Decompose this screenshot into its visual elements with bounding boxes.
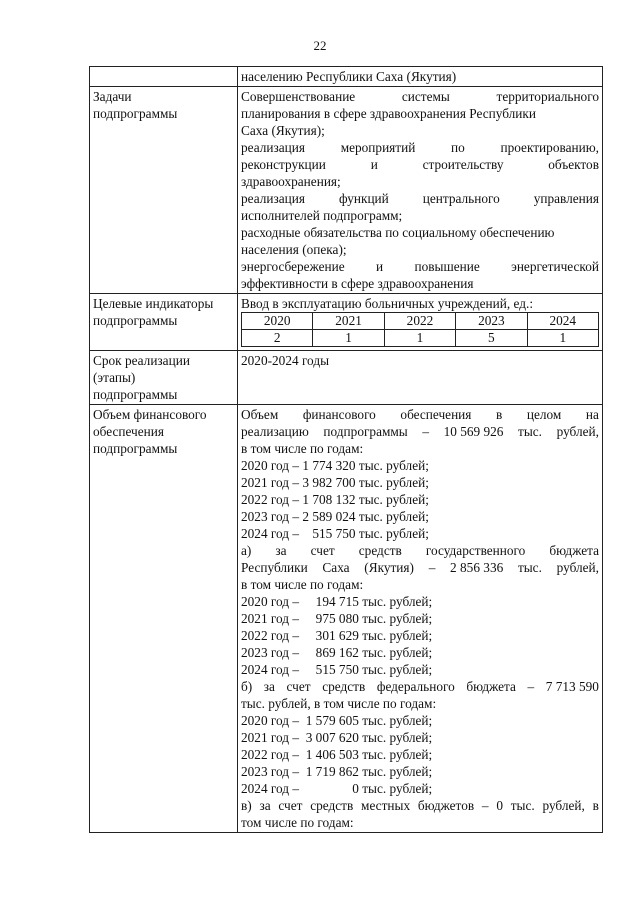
term-label-line: (этапы) <box>93 370 136 385</box>
word: – <box>428 560 436 575</box>
indicators-label-line: подпрограммы <box>93 313 178 328</box>
word: рублей, <box>556 424 599 439</box>
term-label-line: подпрограммы <box>93 387 178 402</box>
word: бюджетов <box>417 798 475 813</box>
indicators-table <box>241 312 599 347</box>
tasks-label-line: подпрограммы <box>93 106 178 121</box>
financing-line: 2020 год – 1 579 605 тыс. рублей; <box>241 713 433 728</box>
word: подпрограммы <box>323 424 408 439</box>
term-row <box>90 351 603 405</box>
indicators-row <box>90 294 603 351</box>
word: целом <box>526 407 562 422</box>
term-text: 2020-2024 годы <box>241 353 330 368</box>
continuation-label-cell <box>90 67 238 87</box>
word: энергосбережение <box>241 259 345 274</box>
word: функций <box>338 191 389 206</box>
tasks-line: исполнителей подпрограмм; <box>241 208 403 223</box>
tasks-row <box>90 87 603 294</box>
word: тыс. <box>517 560 542 575</box>
tasks-line: населения (опека); <box>241 242 347 257</box>
word: счет <box>278 798 303 813</box>
word: центрального <box>422 191 500 206</box>
word: управления <box>533 191 599 206</box>
financing-line: 2023 год – 1 719 862 тыс. рублей; <box>241 764 433 779</box>
financing-line: 2023 год – 2 589 024 тыс. рублей; <box>241 509 429 524</box>
word: по <box>451 140 465 155</box>
indicators-title: Ввод в эксплуатацию больничных учреждений, ед.: <box>241 296 534 311</box>
financing-line: 2024 год – 515 750 тыс. рублей; <box>241 662 433 677</box>
financing-line <box>241 797 599 814</box>
tasks-line <box>241 190 599 207</box>
indicator-value-cell: 2 <box>242 330 313 347</box>
financing-line <box>241 406 599 423</box>
tasks-line: здравоохранения; <box>241 174 341 189</box>
word: государственного <box>425 543 526 558</box>
financing-line: 2022 год – 1 708 132 тыс. рублей; <box>241 492 429 507</box>
tasks-content-cell <box>238 87 603 294</box>
tasks-line <box>241 258 599 275</box>
word: системы <box>401 89 450 104</box>
word: средств <box>322 679 366 694</box>
financing-line: 2024 год – 515 750 тыс. рублей; <box>241 526 429 541</box>
word: федерального <box>376 679 455 694</box>
financing-line: 2022 год – 1 406 503 тыс. рублей; <box>241 747 433 762</box>
financing-line <box>241 542 599 559</box>
tasks-label-line: Задачи <box>93 89 132 104</box>
tasks-label-cell <box>90 87 238 294</box>
word: объектов <box>548 157 599 172</box>
term-label-line: Срок реализации <box>93 353 190 368</box>
subprogram-passport-table <box>89 66 603 833</box>
word: в) <box>241 798 252 813</box>
financing-line: в том числе по годам: <box>241 577 364 592</box>
financing-label-cell <box>90 405 238 833</box>
financing-line: тыс. рублей, в том числе по годам: <box>241 696 437 711</box>
tasks-line: планирования в сфере здравоохранения Республики <box>241 106 536 121</box>
word: рублей, <box>542 798 585 813</box>
word: 7 713 590 <box>545 679 599 694</box>
word: за <box>259 798 271 813</box>
word: финансового <box>302 407 376 422</box>
tasks-line <box>241 88 599 105</box>
tasks-line: Саха (Якутия); <box>241 123 325 138</box>
word: Совершенствование <box>241 89 356 104</box>
tasks-line <box>241 156 599 173</box>
word: 0 <box>496 798 503 813</box>
word: б) <box>241 679 253 694</box>
tasks-line <box>241 139 599 156</box>
indicator-year-cell: 2022 <box>384 313 455 330</box>
word: – <box>481 798 489 813</box>
indicators-label-cell <box>90 294 238 351</box>
indicator-year-cell: 2020 <box>242 313 313 330</box>
word: тыс. <box>518 424 542 439</box>
word: бюджета <box>549 543 599 558</box>
continuation-cell <box>238 67 603 87</box>
word: Саха <box>322 560 350 575</box>
indicators-years-row <box>242 313 599 330</box>
financing-line: 2021 год – 3 982 700 тыс. рублей; <box>241 475 429 490</box>
indicators-content-cell <box>238 294 603 351</box>
indicator-year-cell: 2023 <box>456 313 527 330</box>
word: средств <box>310 798 354 813</box>
tasks-line: расходные обязательства по социальному обеспечению <box>241 225 555 240</box>
word: Объем <box>241 407 279 422</box>
financing-line <box>241 678 599 695</box>
word: в <box>496 407 503 422</box>
indicator-year-cell: 2021 <box>313 313 384 330</box>
indicator-value-cell: 1 <box>384 330 455 347</box>
indicator-value-cell: 1 <box>527 330 598 347</box>
word: повышение <box>414 259 480 274</box>
financing-line: 2023 год – 869 162 тыс. рублей; <box>241 645 433 660</box>
word: тыс. <box>510 798 535 813</box>
word: бюджета <box>466 679 516 694</box>
financing-line: 2020 год – 194 715 тыс. рублей; <box>241 594 433 609</box>
word: 10 569 926 <box>443 424 504 439</box>
word: энергетической <box>511 259 599 274</box>
word: строительству <box>422 157 504 172</box>
financing-label-line: обеспечения <box>93 424 164 439</box>
tasks-line: эффективности в сфере здравоохранения <box>241 276 474 291</box>
financing-content-cell <box>238 405 603 833</box>
word: реконструкции <box>241 157 326 172</box>
financing-line <box>241 559 599 576</box>
word: реализация <box>241 140 305 155</box>
financing-line: в том числе по годам: <box>241 441 364 456</box>
word: счет <box>286 679 311 694</box>
indicator-value-cell: 1 <box>313 330 384 347</box>
financing-label-line: подпрограммы <box>93 441 178 456</box>
word: за <box>275 543 287 558</box>
word: – <box>422 424 429 439</box>
word: на <box>585 407 599 422</box>
word: территориального <box>496 89 599 104</box>
word: Республики <box>241 560 308 575</box>
word: за <box>263 679 275 694</box>
continuation-row <box>90 67 603 87</box>
word: реализацию <box>241 424 309 439</box>
financing-row <box>90 405 603 833</box>
word: и <box>370 157 378 172</box>
financing-line: 2021 год – 3 007 620 тыс. рублей; <box>241 730 433 745</box>
financing-line: 2021 год – 975 080 тыс. рублей; <box>241 611 433 626</box>
word: а) <box>241 543 252 558</box>
financing-label-line: Объем финансового <box>93 407 207 422</box>
financing-line: том числе по годам: <box>241 815 354 830</box>
financing-line <box>241 423 599 440</box>
word: 2 856 336 <box>450 560 504 575</box>
indicators-values-row <box>242 330 599 347</box>
word: обеспечения <box>400 407 472 422</box>
financing-line: 2022 год – 301 629 тыс. рублей; <box>241 628 433 643</box>
financing-line: 2020 год – 1 774 320 тыс. рублей; <box>241 458 429 473</box>
word: местных <box>361 798 411 813</box>
word: рублей, <box>556 560 599 575</box>
word: счет <box>310 543 335 558</box>
word: – <box>527 679 535 694</box>
word: проектированию, <box>500 140 599 155</box>
continuation-text: населению Республики Саха (Якутия) <box>241 69 457 84</box>
indicator-value-cell: 5 <box>456 330 527 347</box>
page-number: 22 <box>313 38 327 53</box>
word: мероприятий <box>340 140 416 155</box>
word: средств <box>358 543 402 558</box>
financing-line: 2024 год – 0 тыс. рублей; <box>241 781 433 796</box>
word: в <box>592 798 599 813</box>
term-content-cell <box>238 351 603 405</box>
word: реализация <box>241 191 305 206</box>
term-label-cell <box>90 351 238 405</box>
indicator-year-cell: 2024 <box>527 313 598 330</box>
word: и <box>376 259 384 274</box>
indicators-label-line: Целевые индикаторы <box>93 296 214 311</box>
word: (Якутия) <box>364 560 414 575</box>
